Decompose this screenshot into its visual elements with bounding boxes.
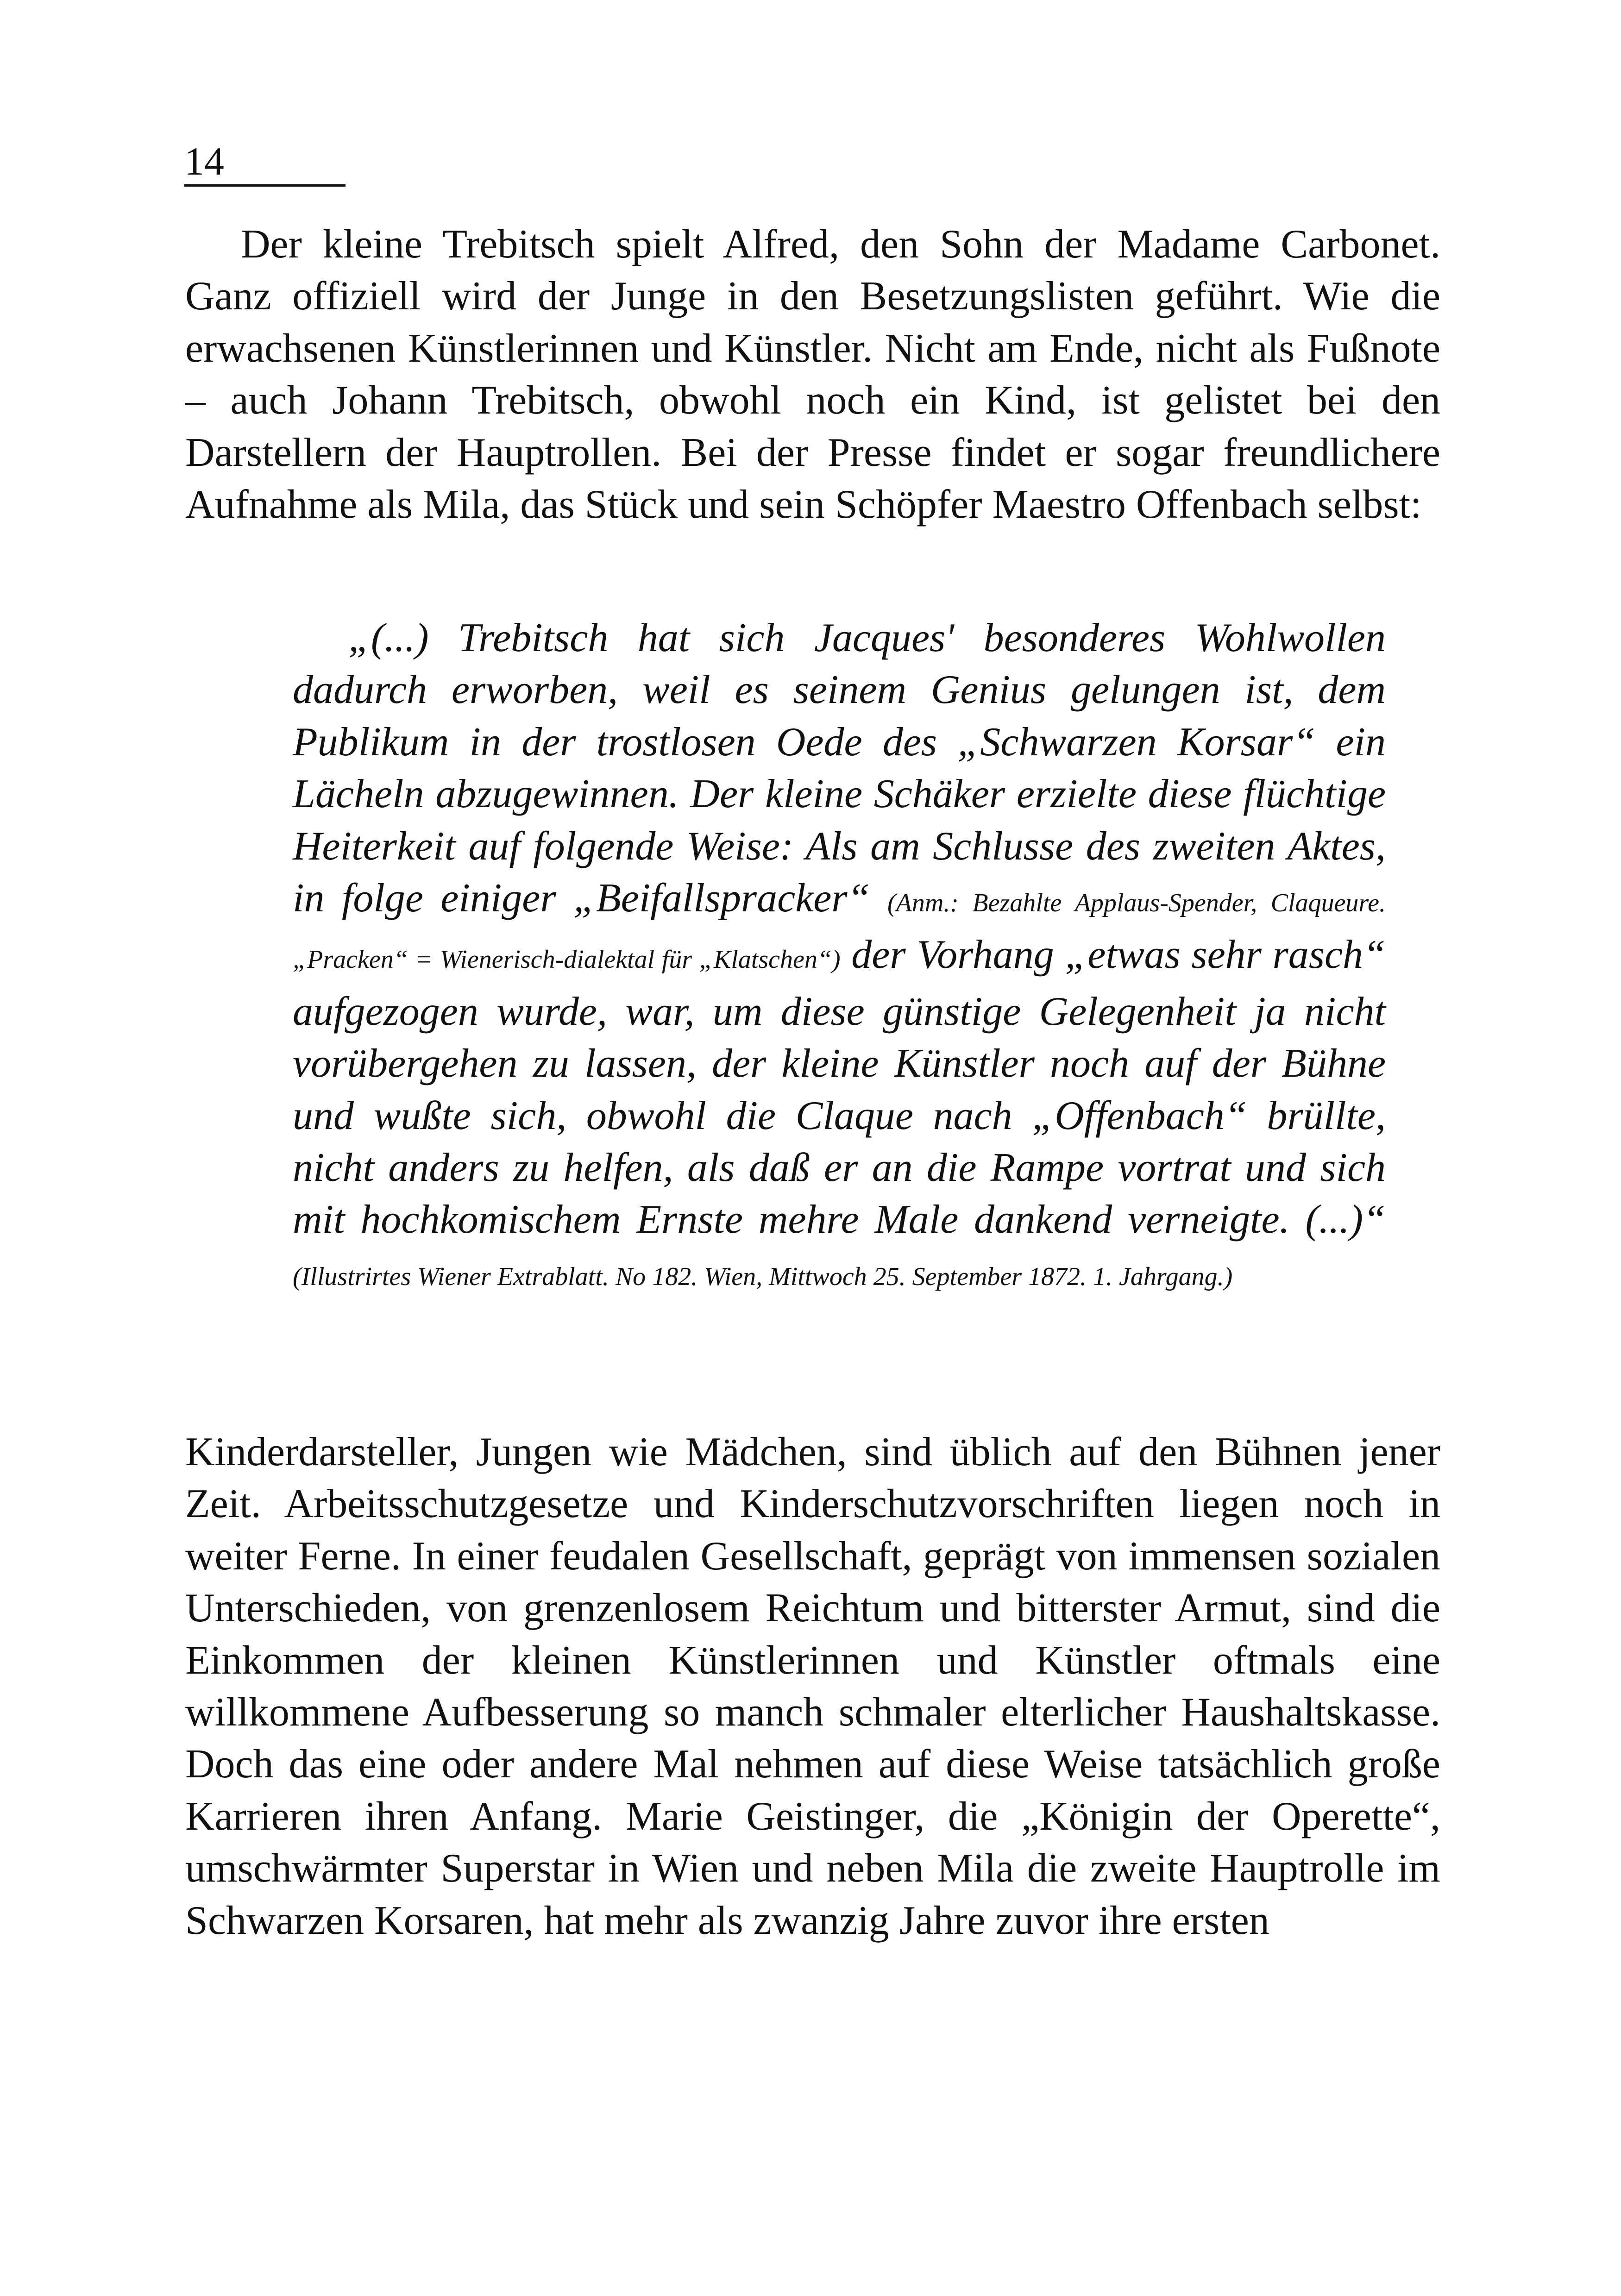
quote-annotation: (Anm.: Bezahlte Applaus-Spender, Claqueure. „Pracken“ = Wienerisch-dialektal für „Klatschen“) [293,889,1386,974]
body-paragraph-1: Der kleine Trebitsch spielt Alfred, den Sohn der Madame Carbonet. Ganz offiziell wird der Junge in den Besetzungslisten geführt. Wie die erwachsenen Künstlerinnen und Künstler. Nicht am Ende, nicht als Fußnote – auch Johann Trebitsch, obwohl noch ein Kind, ist gelistet bei den Darstellern der Hauptrollen. Bei der Presse findet er sogar freundlichere Aufnahme als Mila, das Stück und sein Schöpfer Maestro Offenbach selbst: [185,222,1440,527]
quote-source: (Illustrirtes Wiener Extrablatt. No 182. Wien, Mittwoch 25. September 1872. 1. Jahrgang.) [293,1262,1233,1291]
body-paragraph-2: Kinderdarsteller, Jungen wie Mädchen, sind üblich auf den Bühnen jener Zeit. Arbeitsschutzgesetze und Kinderschutzvorschriften liegen noch in weiter Ferne. In einer feudalen Gesellschaft, geprägt von immensen sozialen Unterschieden, von grenzenlosem Reichtum und bitterster Armut, sind die Einkommen der kleinen Künstlerinnen und Künstler oftmals eine willkommene Aufbesserung so manch schmaler elterlicher Haushaltskasse. Doch das eine oder andere Mal nehmen auf diese Weise tatsächlich große Karrieren ihren Anfang. Marie Geistinger, die „Königin der Operette“, umschwärmter Superstar in Wien und neben Mila die zweite Hauptrolle im Schwarzen Korsaren, hat mehr als zwanzig Jahre zuvor ihre ersten [185,1430,1440,1943]
quote-text-part-2: der Vorhang „etwas sehr rasch“ aufgezogen wurde, war, um diese günstige Gelegenheit ja nicht vorübergehen zu lassen, der kleine Künstler noch auf der Bühne und wußte sich, obwohl die Claque nach „Offenbach“ brüllte, nicht anders zu helfen, als daß er an die Rampe vortrat und sich mit hochkomischem Ernste mehre Male dankend verneigte. (...)“ [293,932,1386,1242]
page-number: 14 [184,138,346,187]
block-quote [293,612,1386,1303]
quote-text-part-1: „(...) Trebitsch hat sich Jacques' besonderes Wohlwollen dadurch erworben, weil es seinem Genius gelungen ist, dem Publikum in der trostlosen Oede des „Schwarzen Korsar“ ein Lächeln abzugewinnen. Der kleine Schäker erzielte diese flüchtige Heiterkeit auf folgende Weise: Als am Schlusse des zweiten Aktes, in folge einiger „Beifallspracker“ [293,615,1386,921]
